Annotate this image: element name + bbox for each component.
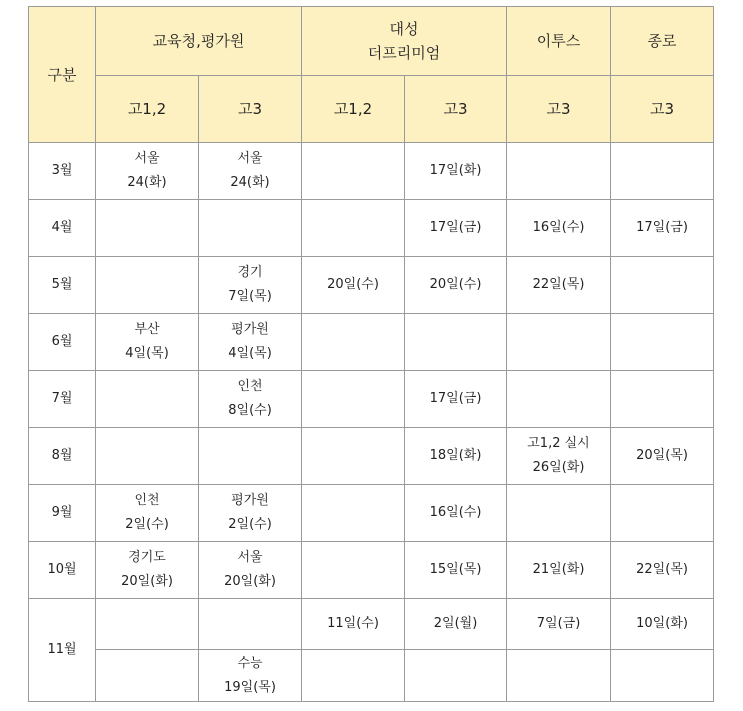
- month-label: 6월: [29, 314, 96, 371]
- group-header-etoos: 이투스: [507, 7, 611, 76]
- schedule-cell: [611, 257, 714, 314]
- group-header-jongro: 종로: [611, 7, 714, 76]
- schedule-cell: [611, 143, 714, 200]
- category-header: 구분: [29, 7, 96, 143]
- schedule-cell: 7일(금): [507, 599, 611, 650]
- group-header-education-office: 교육청,평가원: [96, 7, 302, 76]
- schedule-cell: 16일(수): [405, 485, 507, 542]
- grade-header: 고3: [507, 76, 611, 143]
- schedule-cell: 2일(월): [405, 599, 507, 650]
- table-row: [29, 599, 714, 650]
- schedule-cell: [507, 650, 611, 702]
- schedule-cell: 15일(목): [405, 542, 507, 599]
- schedule-cell: [96, 257, 199, 314]
- table-row: [29, 371, 714, 428]
- schedule-cell: [302, 428, 405, 485]
- schedule-cell: [96, 428, 199, 485]
- schedule-cell: 경기 7일(목): [199, 257, 302, 314]
- schedule-cell: [611, 650, 714, 702]
- month-label: 7월: [29, 371, 96, 428]
- grade-header: 고3: [611, 76, 714, 143]
- schedule-cell: [405, 314, 507, 371]
- schedule-cell: [199, 599, 302, 650]
- schedule-cell: [96, 371, 199, 428]
- schedule-cell: [302, 143, 405, 200]
- month-label: 5월: [29, 257, 96, 314]
- schedule-cell: 인천 8일(수): [199, 371, 302, 428]
- table-row: [29, 143, 714, 200]
- exam-schedule-table: [28, 6, 714, 702]
- schedule-cell: 인천 2일(수): [96, 485, 199, 542]
- schedule-cell: 고1,2 실시 26일(화): [507, 428, 611, 485]
- schedule-cell: 11일(수): [302, 599, 405, 650]
- schedule-cell: 17일(금): [405, 200, 507, 257]
- schedule-cell: 17일(금): [405, 371, 507, 428]
- schedule-cell: 10일(화): [611, 599, 714, 650]
- month-label: 10월: [29, 542, 96, 599]
- schedule-cell: [302, 371, 405, 428]
- schedule-cell: [611, 485, 714, 542]
- schedule-cell: [302, 485, 405, 542]
- grade-header: 고3: [405, 76, 507, 143]
- schedule-cell: [507, 485, 611, 542]
- table-row: [29, 200, 714, 257]
- schedule-cell: 서울 20일(화): [199, 542, 302, 599]
- schedule-cell: [405, 650, 507, 702]
- schedule-cell: 18일(화): [405, 428, 507, 485]
- schedule-cell: [302, 314, 405, 371]
- group-header-daesung: 대성 더프리미엄: [302, 7, 507, 76]
- month-label: 9월: [29, 485, 96, 542]
- schedule-cell: 22일(목): [507, 257, 611, 314]
- month-label: 11월: [29, 599, 96, 702]
- schedule-cell: 평가원 4일(목): [199, 314, 302, 371]
- month-label: 8월: [29, 428, 96, 485]
- schedule-cell: 20일(수): [302, 257, 405, 314]
- month-label: 4월: [29, 200, 96, 257]
- grade-header: 고1,2: [302, 76, 405, 143]
- schedule-cell: [507, 314, 611, 371]
- table-row: [29, 485, 714, 542]
- table-row: [29, 542, 714, 599]
- schedule-cell: 17일(화): [405, 143, 507, 200]
- schedule-cell: 20일(목): [611, 428, 714, 485]
- schedule-cell: 평가원 2일(수): [199, 485, 302, 542]
- schedule-cell: 16일(수): [507, 200, 611, 257]
- schedule-cell: [96, 650, 199, 702]
- schedule-cell: [199, 200, 302, 257]
- schedule-cell: 22일(목): [611, 542, 714, 599]
- schedule-cell: 수능 19일(목): [199, 650, 302, 702]
- table-row: [29, 650, 714, 702]
- schedule-cell: [302, 542, 405, 599]
- schedule-cell: [96, 200, 199, 257]
- schedule-cell: [302, 650, 405, 702]
- schedule-cell: 21일(화): [507, 542, 611, 599]
- schedule-cell: [302, 200, 405, 257]
- schedule-cell: [611, 371, 714, 428]
- schedule-cell: [611, 314, 714, 371]
- schedule-cell: [507, 371, 611, 428]
- schedule-cell: [96, 599, 199, 650]
- schedule-cell: 17일(금): [611, 200, 714, 257]
- schedule-cell: [507, 143, 611, 200]
- schedule-cell: 경기도 20일(화): [96, 542, 199, 599]
- grade-header: 고3: [199, 76, 302, 143]
- schedule-cell: 부산 4일(목): [96, 314, 199, 371]
- table-row: [29, 428, 714, 485]
- schedule-cell: 서울 24(화): [96, 143, 199, 200]
- month-label: 3월: [29, 143, 96, 200]
- schedule-cell: [199, 428, 302, 485]
- header-row-groups: [29, 7, 714, 76]
- schedule-cell: 20일(수): [405, 257, 507, 314]
- table-row: [29, 257, 714, 314]
- table-row: [29, 314, 714, 371]
- schedule-cell: 서울 24(화): [199, 143, 302, 200]
- grade-header: 고1,2: [96, 76, 199, 143]
- header-row-grades: [29, 76, 714, 143]
